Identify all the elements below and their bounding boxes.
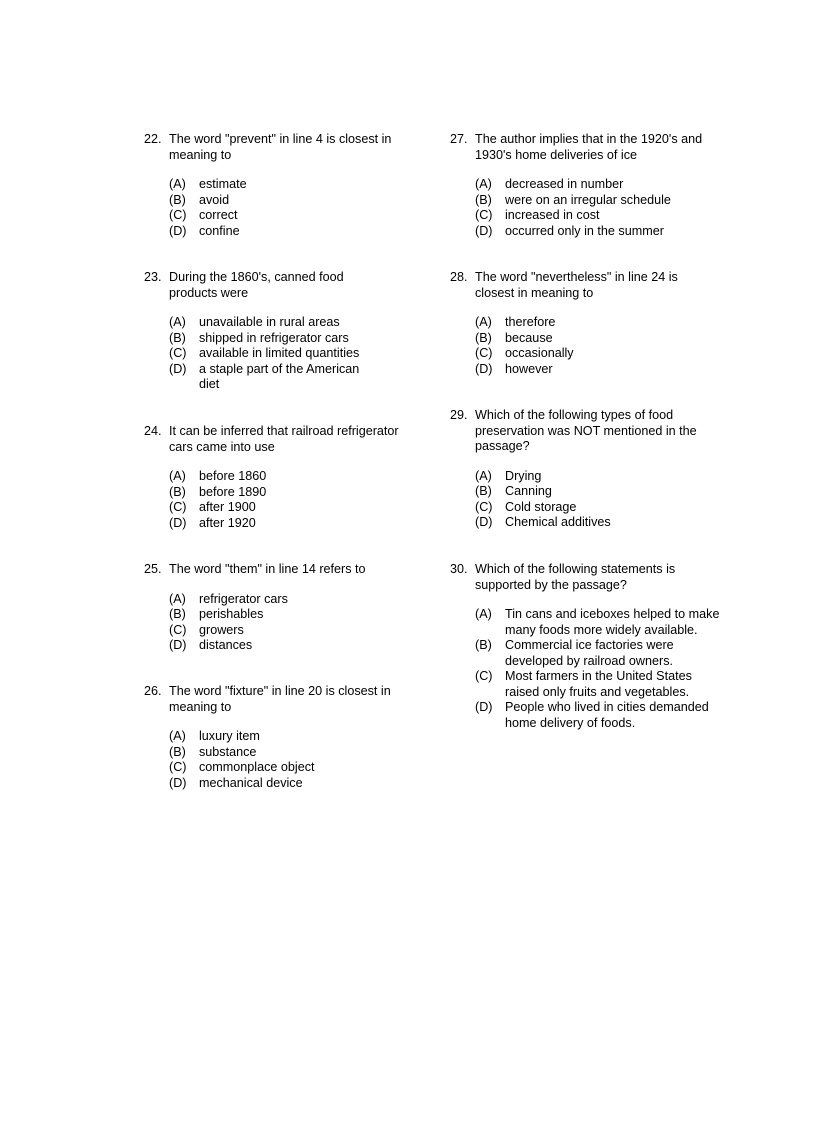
answer-option[interactable]: (A) Drying bbox=[475, 468, 542, 483]
answer-option[interactable]: (B) were on an irregular schedule bbox=[475, 192, 671, 207]
answer-option[interactable]: (B) because bbox=[475, 330, 553, 345]
question-stem: The word "them" in line 14 refers to bbox=[169, 562, 366, 576]
question-number: 23. bbox=[144, 270, 162, 284]
answer-option[interactable]: (A) decreased in number bbox=[475, 177, 624, 191]
question-stem: The author implies that in the 1920's and 1930's home deliveries of ice bbox=[475, 132, 703, 162]
question-27 bbox=[450, 132, 710, 239]
answer-option[interactable]: (A) unavailable in rural areas bbox=[169, 315, 340, 329]
answer-option[interactable]: (C) commonplace object bbox=[169, 760, 315, 774]
answer-option[interactable]: (B) avoid bbox=[169, 192, 230, 207]
answer-option[interactable]: (D) after 1920 bbox=[169, 515, 256, 530]
question-23 bbox=[144, 270, 379, 393]
answer-option[interactable]: (B) Commercial ice factories were developed by railroad owners. bbox=[475, 638, 674, 668]
question-30 bbox=[450, 562, 725, 731]
answer-option[interactable]: (A) Tin cans and iceboxes helped to make many foods more widely available. bbox=[475, 607, 720, 637]
question-stem: The word "fixture" in line 20 is closest in meaning to bbox=[169, 684, 391, 714]
answer-option[interactable]: (A) before 1860 bbox=[169, 469, 267, 483]
answer-option[interactable]: (B) Canning bbox=[475, 484, 552, 498]
question-stem: Which of the following statements is supported by the passage? bbox=[475, 562, 676, 592]
question-number: 29. bbox=[450, 408, 468, 422]
answer-option[interactable]: (A) luxury item bbox=[169, 729, 260, 743]
answer-option[interactable]: (D) Chemical additives bbox=[475, 515, 611, 529]
question-22 bbox=[144, 132, 404, 239]
answer-option[interactable]: (D) however bbox=[475, 361, 553, 376]
answer-option[interactable]: (B) substance bbox=[169, 744, 257, 759]
question-26 bbox=[144, 684, 404, 791]
question-number: 25. bbox=[144, 562, 162, 576]
question-25 bbox=[144, 562, 404, 654]
answer-option[interactable]: (C) Most farmers in the United States raised only fruits and vegetables. bbox=[475, 669, 692, 699]
answer-option[interactable]: (C) Cold storage bbox=[475, 499, 577, 514]
answer-option[interactable]: (C) after 1900 bbox=[169, 500, 256, 514]
answer-option[interactable]: (A) refrigerator cars bbox=[169, 591, 288, 606]
question-number: 27. bbox=[450, 132, 468, 146]
question-24 bbox=[144, 424, 404, 531]
answer-option[interactable]: (B) perishables bbox=[169, 607, 264, 621]
question-stem: The word "prevent" in line 4 is closest in meaning to bbox=[169, 132, 392, 162]
question-number: 26. bbox=[144, 684, 162, 698]
question-stem: It can be inferred that railroad refrigerator cars came into use bbox=[169, 424, 399, 454]
question-stem: Which of the following types of food preservation was NOT mentioned in the passage? bbox=[475, 408, 697, 453]
answer-option[interactable]: (B) shipped in refrigerator cars bbox=[169, 330, 349, 345]
question-number: 22. bbox=[144, 132, 162, 146]
answer-option[interactable]: (C) occasionally bbox=[475, 346, 574, 360]
answer-option[interactable]: (D) a staple part of the American diet bbox=[169, 361, 360, 391]
question-number: 24. bbox=[144, 424, 162, 438]
answer-option[interactable]: (D) distances bbox=[169, 638, 253, 652]
answer-option[interactable]: (C) growers bbox=[169, 622, 244, 637]
question-29 bbox=[450, 408, 700, 531]
question-stem: The word "nevertheless" in line 24 is closest in meaning to bbox=[475, 270, 678, 300]
answer-option[interactable]: (C) available in limited quantities bbox=[169, 346, 360, 360]
answer-option[interactable]: (B) before 1890 bbox=[169, 484, 267, 499]
answer-option[interactable]: (D) occurred only in the summer bbox=[475, 223, 664, 238]
answer-option[interactable]: (D) People who lived in cities demanded home delivery of foods. bbox=[475, 700, 709, 730]
question-28 bbox=[450, 270, 710, 377]
question-number: 30. bbox=[450, 562, 468, 576]
answer-option[interactable]: (A) estimate bbox=[169, 177, 247, 191]
answer-option[interactable]: (D) confine bbox=[169, 223, 240, 238]
answer-option[interactable]: (A) therefore bbox=[475, 315, 556, 329]
question-number: 28. bbox=[450, 270, 468, 284]
answer-option[interactable]: (C) increased in cost bbox=[475, 208, 600, 222]
question-stem: During the 1860's, canned food products were bbox=[169, 270, 344, 300]
answer-option[interactable]: (C) correct bbox=[169, 208, 238, 222]
answer-option[interactable]: (D) mechanical device bbox=[169, 775, 303, 790]
